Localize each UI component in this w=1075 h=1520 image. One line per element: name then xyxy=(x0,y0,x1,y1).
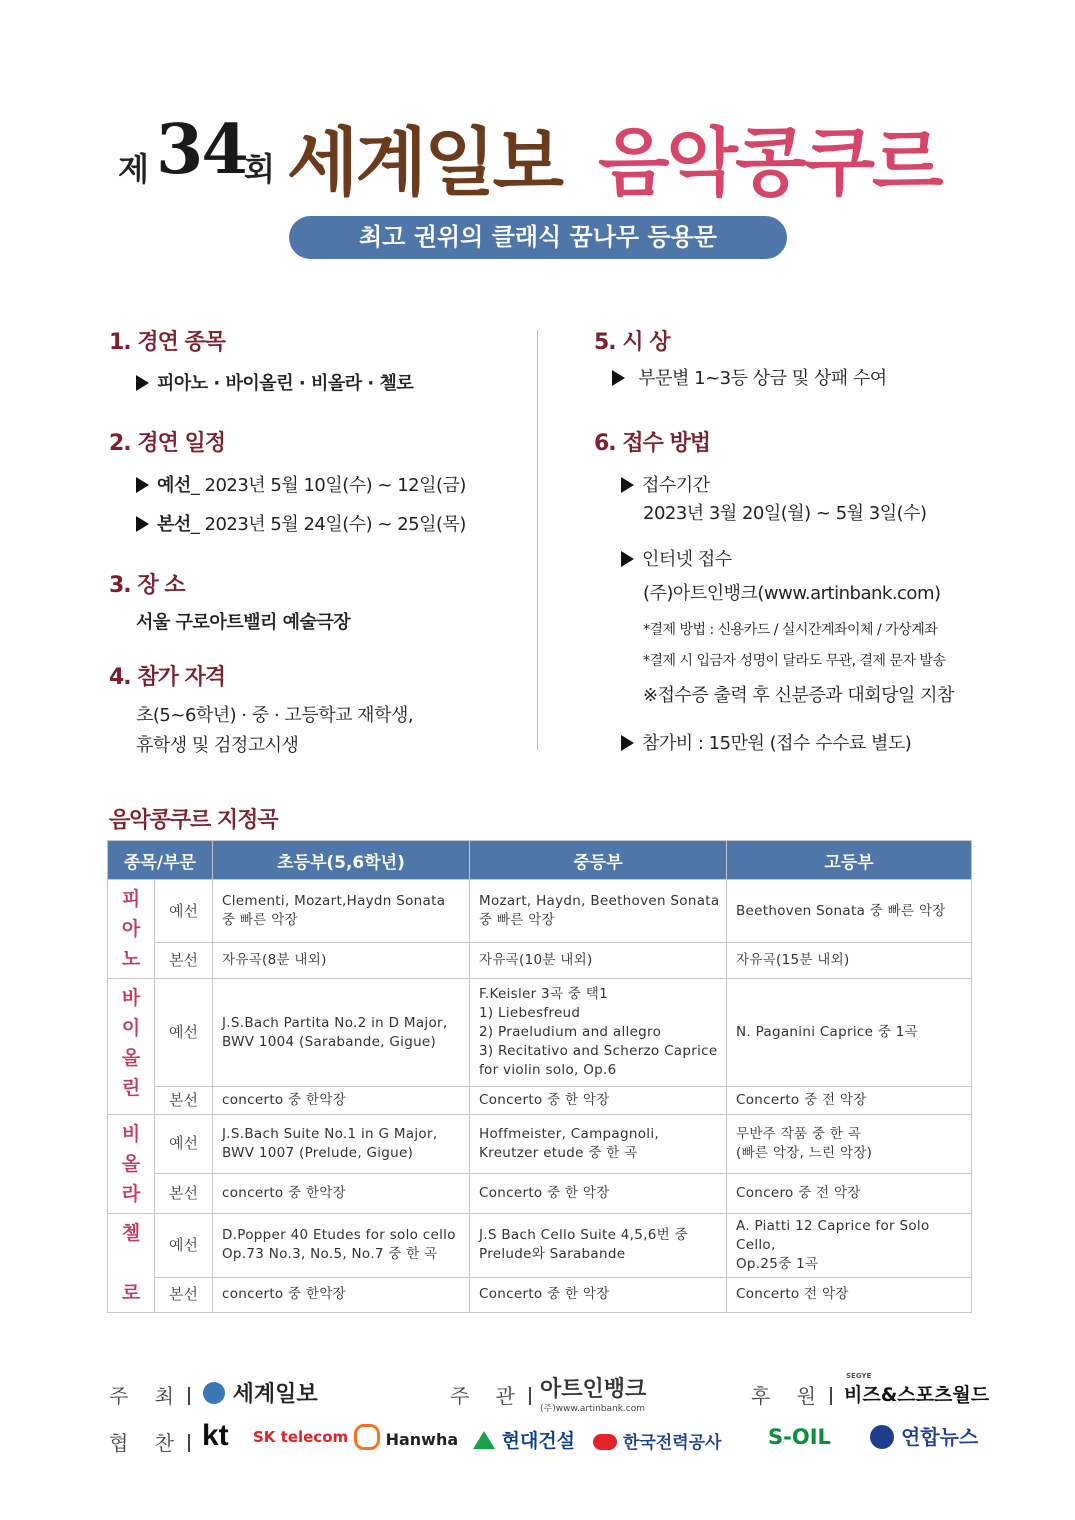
table-row xyxy=(108,1115,972,1174)
repertoire-cell-elem: 자유곡(8분 내외) xyxy=(213,943,470,979)
internet-site: (주)아트인뱅크(www.artinbank.com) xyxy=(643,583,941,604)
fee-text: 참가비 : 15만원 (접수 수수료 별도) xyxy=(642,733,912,754)
repertoire-cell-high: Concero 중 전 악장 xyxy=(727,1173,972,1213)
kepco-logo xyxy=(593,1428,721,1453)
repertoire-cell-mid: 자유곡(10분 내외) xyxy=(470,943,727,979)
schedule-final xyxy=(136,510,466,536)
eligibility-line1: 초(5~6학년) · 중 · 고등학교 재학생, xyxy=(136,705,414,726)
awards-text: 부문별 1~3등 상금 및 상패 수여 xyxy=(638,368,887,389)
final-label: 본선 xyxy=(157,514,191,535)
table-row xyxy=(108,1173,972,1213)
category-cell: 바 이 올 린 xyxy=(108,979,155,1115)
organizer-logo-sub: (주)www.artinbank.com xyxy=(540,1404,646,1414)
cosponsor-label-text: 협 찬 xyxy=(109,1431,184,1455)
header-category: 종목/부문 xyxy=(108,841,213,880)
hanwha-text: Hanwha xyxy=(385,1430,459,1449)
repertoire-cell-mid: Concerto 중 한 악장 xyxy=(470,1277,727,1312)
repertoire-table-wrap xyxy=(107,840,971,1313)
stage-cell: 예선 xyxy=(155,880,213,943)
repertoire-cell-high: Beethoven Sonata 중 빠른 악장 xyxy=(727,880,972,943)
sponsor-label-text: 후 원 xyxy=(751,1384,826,1408)
host-label-text: 주 최 xyxy=(109,1384,184,1408)
arrow-icon xyxy=(621,735,634,751)
schedule-prelim xyxy=(136,471,466,497)
kepco-text: 한국전력공사 xyxy=(622,1433,722,1453)
kepco-icon xyxy=(593,1434,617,1450)
separator xyxy=(529,1387,531,1405)
payment-note-2: *결제 시 입금자 성명이 달라도 무관, 결제 문자 발송 xyxy=(643,653,946,669)
separator xyxy=(188,1434,190,1452)
arrow-icon xyxy=(612,370,625,386)
column-divider xyxy=(537,330,538,750)
arrow-icon xyxy=(621,477,634,493)
subtitle-banner: 최고 권위의 클래식 꿈나무 등용문 xyxy=(289,216,787,259)
repertoire-cell-high: N. Paganini Caprice 중 1곡 xyxy=(727,979,972,1087)
stage-cell: 예선 xyxy=(155,979,213,1087)
repertoire-cell-elem: concerto 중 한악장 xyxy=(213,1173,470,1213)
yonhap-icon xyxy=(870,1425,894,1449)
organizer-label-text: 주 관 xyxy=(450,1384,525,1408)
organizer-label xyxy=(450,1380,531,1409)
repertoire-cell-mid: Concerto 중 한 악장 xyxy=(470,1173,727,1213)
title-hoe: 회 xyxy=(244,150,275,188)
section-heading-venue: 3. 장 소 xyxy=(109,573,185,598)
table-body xyxy=(108,880,972,1313)
arrow-icon xyxy=(621,551,634,567)
registration-internet xyxy=(621,545,732,571)
stage-cell: 본선 xyxy=(155,1277,213,1312)
repertoire-cell-high: Concerto 전 악장 xyxy=(727,1277,972,1312)
table-row xyxy=(108,1087,972,1115)
stage-cell: 예선 xyxy=(155,1214,213,1278)
globe-icon xyxy=(203,1382,225,1404)
repertoire-cell-elem: Clementi, Mozart,Haydn Sonata 중 빠른 악장 xyxy=(213,880,470,943)
segye-logo xyxy=(203,1377,318,1408)
table-row xyxy=(108,979,972,1087)
table-row xyxy=(108,1214,972,1278)
repertoire-cell-mid: F.Keisler 3곡 중 택1 1) Liebesfreud 2) Praeludium and allegro 3) Recitativo and Scherzo Caprice for violin solo, Op.6 xyxy=(470,979,727,1087)
repertoire-cell-elem: D.Popper 40 Etudes for solo cello Op.73 No.3, No.5, No.7 중 한 곡 xyxy=(213,1214,470,1278)
hyundai-logo xyxy=(473,1426,575,1453)
kt-logo: kt xyxy=(202,1419,229,1452)
repertoire-cell-elem: concerto 중 한악장 xyxy=(213,1277,470,1312)
hanwha-logo xyxy=(354,1424,458,1450)
repertoire-cell-high: Concerto 중 전 악장 xyxy=(727,1087,972,1115)
prelim-label: 예선 xyxy=(157,475,191,496)
registration-fee xyxy=(621,729,911,755)
sk-telecom-logo: SK telecom xyxy=(253,1428,349,1446)
section-heading-awards: 5. 시 상 xyxy=(594,330,670,355)
sponsor-label xyxy=(751,1380,832,1409)
final-text: _ 2023년 5월 24일(수) ~ 25일(목) xyxy=(190,514,466,535)
title-concours: 음악콩쿠르 xyxy=(598,120,941,206)
section-heading-eligibility: 4. 참가 자격 xyxy=(109,665,225,690)
payment-note-3: ※접수증 출력 후 신분증과 대회당일 지참 xyxy=(643,685,954,706)
host-label xyxy=(109,1380,190,1409)
hanwha-icon xyxy=(354,1424,380,1450)
repertoire-table xyxy=(107,840,972,1313)
title-segye: 세계일보 xyxy=(287,120,561,206)
section-heading-events: 1. 경연 종목 xyxy=(109,330,225,355)
cosponsor-label xyxy=(109,1427,190,1456)
table-row xyxy=(108,943,972,979)
title-je: 제 xyxy=(118,150,149,188)
soil-logo: S-OIL xyxy=(768,1425,831,1449)
separator xyxy=(830,1387,832,1405)
separator xyxy=(188,1387,190,1405)
table-row xyxy=(108,1277,972,1312)
title-number: 34 xyxy=(156,110,247,190)
bizsports-logo xyxy=(844,1372,989,1407)
table-header-row xyxy=(108,841,972,880)
repertoire-cell-high: 무반주 작품 중 한 곡 (빠른 악장, 느린 악장) xyxy=(727,1115,972,1174)
arrow-icon xyxy=(136,375,149,391)
host-logo-text: 세계일보 xyxy=(232,1382,318,1407)
header-middle: 중등부 xyxy=(470,841,727,880)
triangle-icon xyxy=(473,1431,495,1449)
repertoire-cell-mid: Concerto 중 한 악장 xyxy=(470,1087,727,1115)
artinbank-logo xyxy=(540,1372,646,1414)
stage-cell: 예선 xyxy=(155,1115,213,1174)
events-item xyxy=(136,369,413,395)
sponsor-logo-small: SEGYE xyxy=(846,1372,872,1380)
repertoire-cell-high: 자유곡(15분 내외) xyxy=(727,943,972,979)
repertoire-cell-high: A. Piatti 12 Caprice for Solo Cello, Op.25중 1곡 xyxy=(727,1214,972,1278)
category-cell: 첼 로 xyxy=(108,1214,155,1313)
arrow-icon xyxy=(136,477,149,493)
organizer-logo-text: 아트인뱅크 xyxy=(540,1377,647,1402)
repertoire-cell-elem: J.S.Bach Partita No.2 in D Major, BWV 1004 (Sarabande, Gigue) xyxy=(213,979,470,1087)
section-heading-registration: 6. 접수 방법 xyxy=(594,431,710,456)
stage-cell: 본선 xyxy=(155,1087,213,1115)
internet-label: 인터넷 접수 xyxy=(642,549,732,570)
repertoire-cell-elem: concerto 중 한악장 xyxy=(213,1087,470,1115)
category-cell: 피 아 노 xyxy=(108,880,155,979)
period-text: 2023년 3월 20일(월) ~ 5월 3일(수) xyxy=(643,503,927,524)
sponsor-logo-text: 비즈&스포츠월드 xyxy=(844,1384,990,1406)
yonhap-logo xyxy=(870,1421,978,1450)
yonhap-text: 연합뉴스 xyxy=(900,1425,979,1449)
header-high: 고등부 xyxy=(727,841,972,880)
venue-text: 서울 구로아트밸리 예술극장 xyxy=(136,612,351,633)
payment-note-1: *결제 방법 : 신용카드 / 실시간계좌이체 / 가상계좌 xyxy=(643,622,938,638)
awards-item xyxy=(612,364,887,390)
repertoire-cell-mid: Hoffmeister, Campagnoli, Kreutzer etude 중 한 곡 xyxy=(470,1115,727,1174)
events-text: 피아노 · 바이올린 · 비올라 · 첼로 xyxy=(157,373,414,394)
repertoire-cell-mid: Mozart, Haydn, Beethoven Sonata 중 빠른 악장 xyxy=(470,880,727,943)
stage-cell: 본선 xyxy=(155,1173,213,1213)
category-cell: 비 올 라 xyxy=(108,1115,155,1214)
registration-period xyxy=(621,471,710,497)
stage-cell: 본선 xyxy=(155,943,213,979)
header-elementary: 초등부(5,6학년) xyxy=(213,841,470,880)
table-row xyxy=(108,880,972,943)
period-label: 접수기간 xyxy=(642,475,710,496)
page-title xyxy=(0,100,1075,206)
arrow-icon xyxy=(136,516,149,532)
table-title: 음악콩쿠르 지정곡 xyxy=(109,808,278,833)
repertoire-cell-elem: J.S.Bach Suite No.1 in G Major, BWV 1007 (Prelude, Gigue) xyxy=(213,1115,470,1174)
section-heading-schedule: 2. 경연 일정 xyxy=(109,431,225,456)
eligibility-line2: 휴학생 및 검정고시생 xyxy=(136,735,299,756)
prelim-text: _ 2023년 5월 10일(수) ~ 12일(금) xyxy=(190,475,466,496)
repertoire-cell-mid: J.S Bach Cello Suite 4,5,6번 중 Prelude와 Sarabande xyxy=(470,1214,727,1278)
hyundai-text: 현대건설 xyxy=(501,1430,576,1452)
